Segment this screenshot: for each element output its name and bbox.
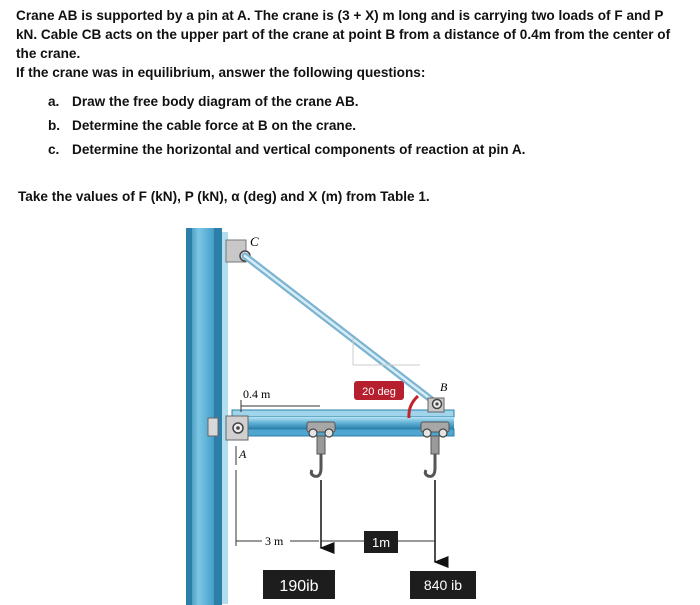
problem-condition: If the crane was in equilibrium, answer the following questions: [16, 65, 426, 80]
question-text: Determine the cable force at B on the crane. [72, 118, 357, 133]
question-letter: b. [48, 118, 61, 133]
point-a-label: A [239, 447, 247, 461]
point-c-label: C [250, 234, 259, 249]
take-values-note: Take the values of F (kN), P (kN), α (deg) and X (m) from Table 1. [18, 189, 430, 204]
extra-dimension-label: 1m [371, 535, 391, 550]
load-left-badge [263, 570, 335, 599]
wall-column [186, 228, 228, 605]
question-letter: a. [48, 94, 60, 109]
problem-intro: Crane AB is supported by a pin at A. The crane is (3 + X) m long and is carrying two loads of F and P kN. Cable CB acts on the upper part of the crane at point B from a distance of 0.4m from the center of the crane. [16, 8, 671, 61]
angle-badge [354, 381, 404, 400]
span-dimension [236, 470, 319, 548]
pin-support-a [208, 416, 248, 440]
offset-dimension-label: 0.4 m [243, 387, 271, 401]
cable-cb [245, 256, 437, 404]
hoist-left [307, 422, 335, 548]
extra-dimension-badge [321, 531, 435, 553]
load-right-label: 840 ib [423, 577, 463, 593]
point-b-label: B [440, 380, 448, 394]
question-letter: c. [48, 142, 60, 157]
angle-label: 20 deg [362, 386, 396, 398]
load-right-badge [410, 571, 476, 599]
bracket-b [428, 398, 444, 412]
question-text: Draw the free body diagram of the crane AB. [72, 94, 359, 109]
load-left-label: 190ib [279, 578, 319, 595]
span-dimension-label: 3 m [265, 534, 284, 548]
question-text: Determine the horizontal and vertical components of reaction at pin A. [72, 142, 526, 157]
